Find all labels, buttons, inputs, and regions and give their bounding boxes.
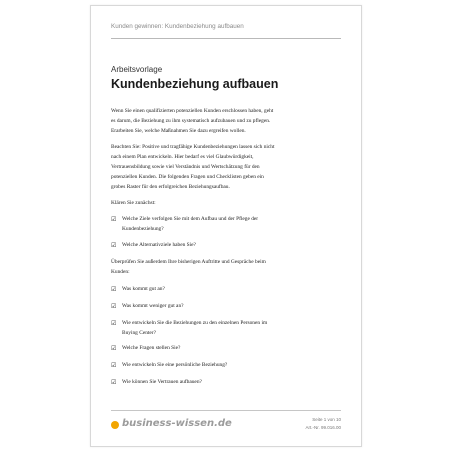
checklist-item-text: Kundenbeziehung? bbox=[122, 226, 164, 232]
page-title: Kundenbeziehung aufbauen bbox=[111, 77, 279, 91]
checklist-item-text: Wie entwickeln Sie die Beziehungen zu den einzelnen Personen im bbox=[122, 320, 268, 326]
logo-dot-icon bbox=[111, 421, 119, 429]
checkbox-icon[interactable]: ☑ bbox=[111, 286, 117, 293]
checkbox-icon[interactable]: ☑ bbox=[111, 303, 117, 310]
checkbox-icon[interactable]: ☑ bbox=[111, 216, 117, 223]
section2-lead: Überprüfen Sie außerdem Ihre bisherigen Auftritte und Gespräche beim bbox=[111, 259, 266, 265]
intro-line: es darum, die Beziehung zu ihm systematisch aufzubauen und zu pflegen. bbox=[111, 118, 271, 124]
header-divider bbox=[111, 38, 341, 39]
section2-lead: Kunden: bbox=[111, 269, 130, 275]
checklist-item-text: Was kommt gut an? bbox=[122, 286, 165, 292]
checklist-item-text: Buying Center? bbox=[122, 330, 156, 336]
advice-line: Vertrauensbildung sowie viel Verständnis und Wertschätzung für den bbox=[111, 164, 260, 170]
intro-line: Wenn Sie einen qualifizierten potenziellen Kunden erschlossen haben, geht bbox=[111, 108, 274, 114]
checklist-item-text: Wie können Sie Vertrauen aufbauen? bbox=[122, 379, 202, 385]
advice-line: nach einem Plan entwickeln. Hier bedarf es viel Glaubwürdigkeit, bbox=[111, 154, 254, 160]
advice-line: Beachten Sie: Positive und tragfähige Kundenbeziehungen lassen sich nicht bbox=[111, 144, 275, 150]
page-number: Seite 1 von 10 bbox=[312, 417, 341, 422]
checkbox-icon[interactable]: ☑ bbox=[111, 320, 117, 327]
advice-line: grobes Raster für den erfolgreichen Beziehungsaufbau. bbox=[111, 184, 230, 190]
checkbox-icon[interactable]: ☑ bbox=[111, 379, 117, 386]
advice-line: potenziellen Kunden. Die folgenden Fragen und Checklisten geben ein bbox=[111, 174, 264, 180]
intro-line: Erarbeiten Sie, welche Maßnahmen Sie dazu ergreifen wollen. bbox=[111, 128, 246, 134]
document-page bbox=[90, 5, 362, 447]
section1-lead: Klären Sie zunächst: bbox=[111, 200, 156, 206]
logo: business-wissen.de bbox=[122, 418, 232, 429]
checkbox-icon[interactable]: ☑ bbox=[111, 242, 117, 249]
checkbox-icon[interactable]: ☑ bbox=[111, 362, 117, 369]
checklist-item-text: Welche Ziele verfolgen Sie mit dem Aufbau und der Pflege der bbox=[122, 216, 259, 222]
footer-divider bbox=[111, 410, 341, 411]
checklist-item-text: Was kommt weniger gut an? bbox=[122, 303, 184, 309]
checkbox-icon[interactable]: ☑ bbox=[111, 345, 117, 352]
document-kicker: Arbeitsvorlage bbox=[111, 65, 163, 74]
checklist-item-text: Welche Fragen stellen Sie? bbox=[122, 345, 181, 351]
checklist-item-text: Welche Alternativziele haben Sie? bbox=[122, 242, 196, 248]
checklist-item-text: Wie entwickeln Sie eine persönliche Beziehung? bbox=[122, 362, 228, 368]
article-number: Art.-Nr. 99.016.00 bbox=[305, 425, 341, 430]
running-header: Kunden gewinnen: Kundenbeziehung aufbauen bbox=[111, 23, 244, 30]
